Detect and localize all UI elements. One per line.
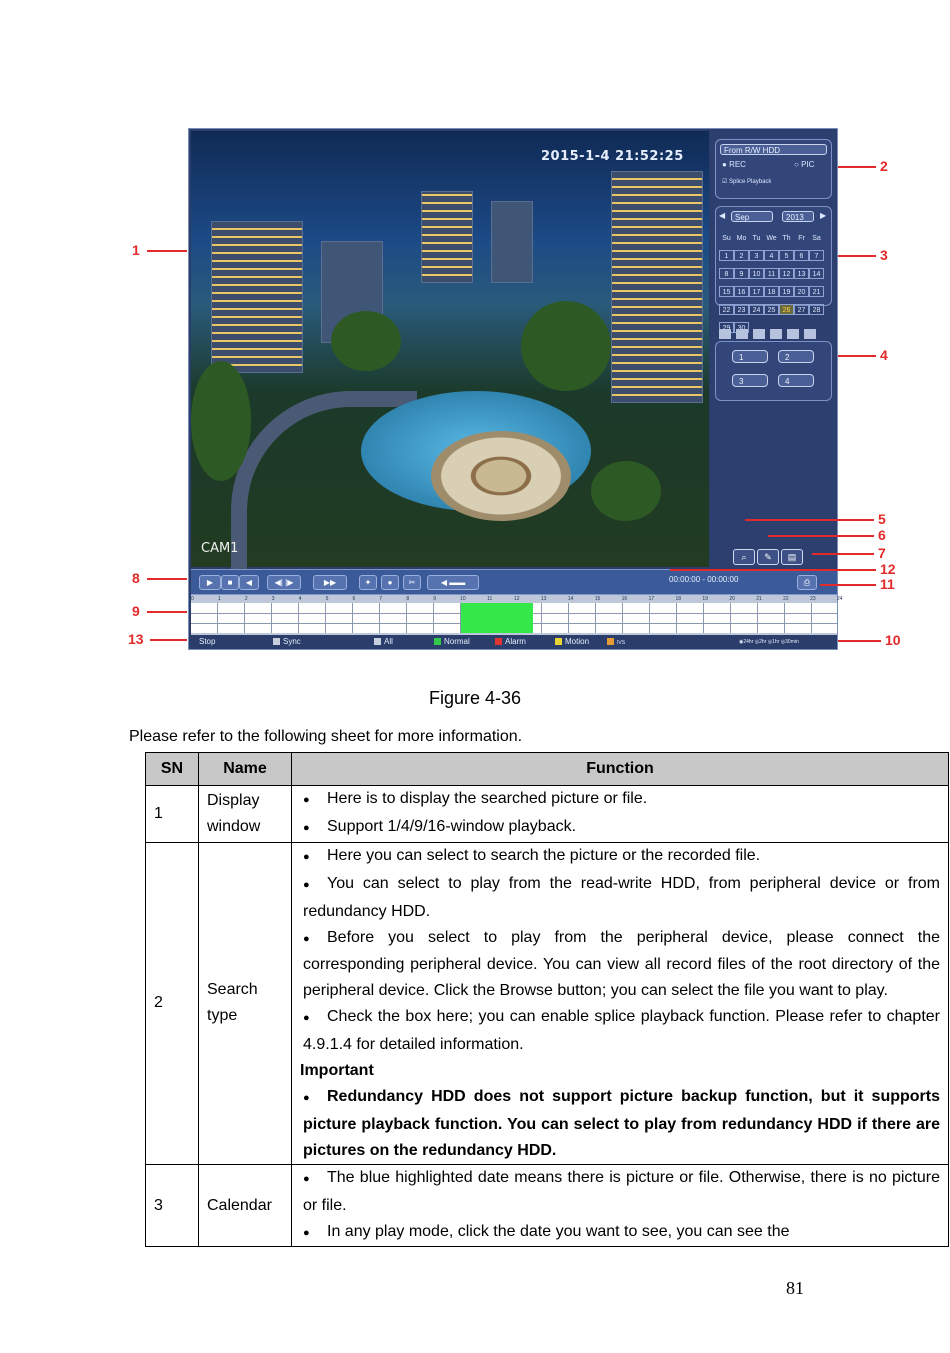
calendar-grid bbox=[719, 227, 831, 335]
callout-line bbox=[820, 584, 876, 586]
timeline-hour-label: 13 bbox=[540, 596, 547, 602]
calendar-day[interactable]: 17 bbox=[749, 286, 764, 297]
year-select[interactable]: 2013 bbox=[782, 211, 814, 222]
timeline-hour-label: 22 bbox=[783, 596, 789, 602]
time-zoom-options[interactable]: ◉24hr ◎2hr ◎1hr ◎30min bbox=[739, 639, 799, 645]
timeline-hour-label: 16 bbox=[621, 596, 628, 602]
search-type-panel bbox=[715, 139, 832, 199]
calendar-day[interactable]: 21 bbox=[809, 286, 824, 297]
play-button[interactable]: ▶ bbox=[199, 575, 221, 590]
callout-line bbox=[670, 569, 876, 571]
timeline-hour-label: 12 bbox=[514, 596, 520, 602]
bullet-icon: ● bbox=[303, 932, 310, 945]
all-checkbox-icon bbox=[374, 638, 381, 645]
weekday-label: Th bbox=[782, 235, 791, 242]
timeline-hour-label: 23 bbox=[810, 596, 816, 602]
window-1-icon[interactable] bbox=[719, 329, 731, 339]
bullet-text: Support 1/4/9/16-window playback. bbox=[327, 817, 577, 835]
calendar-day[interactable]: 7 bbox=[809, 250, 824, 261]
callout-3: 3 bbox=[880, 247, 888, 263]
calendar-day[interactable]: 19 bbox=[779, 286, 794, 297]
callout-10: 10 bbox=[885, 632, 901, 648]
stop-status: Stop bbox=[199, 637, 216, 646]
bullet-text: Check the box here; you can enable splice playback function. Please refer to chapter 4.9.1.4 for detailed information. bbox=[303, 1008, 940, 1054]
timeline-hour-label: 11 bbox=[487, 596, 493, 602]
tree bbox=[521, 301, 611, 391]
alarm-filter[interactable] bbox=[495, 635, 526, 649]
rec-radio[interactable]: ● REC bbox=[722, 160, 746, 169]
timeline-hour-label: 7 bbox=[379, 596, 383, 602]
calendar-day[interactable]: 26 bbox=[779, 304, 794, 315]
calendar-panel bbox=[715, 206, 832, 314]
speed-button[interactable]: ▶▶ bbox=[313, 575, 347, 590]
callout-line bbox=[812, 553, 874, 555]
calendar-day[interactable]: 9 bbox=[734, 268, 749, 279]
callout-11: 11 bbox=[880, 576, 895, 592]
timeline-hour-label: 19 bbox=[702, 596, 708, 602]
all-filter[interactable] bbox=[374, 635, 393, 649]
tree bbox=[591, 461, 661, 521]
timeline-hour-label: 0 bbox=[191, 596, 194, 602]
calendar-day[interactable]: 28 bbox=[809, 304, 824, 315]
calendar-day[interactable]: 24 bbox=[749, 304, 764, 315]
calendar-day[interactable]: 11 bbox=[764, 268, 779, 279]
sync-label: Sync bbox=[283, 637, 301, 646]
channel-select-3[interactable]: 3 bbox=[732, 374, 768, 387]
table-header-row bbox=[146, 753, 949, 786]
plaza bbox=[431, 431, 571, 521]
row-sn: 3 bbox=[146, 1164, 199, 1247]
motion-checkbox-icon bbox=[555, 638, 562, 645]
figure-caption: Figure 4-36 bbox=[428, 688, 522, 708]
timeline-hour-label: 9 bbox=[433, 596, 437, 602]
time-range[interactable] bbox=[669, 575, 738, 584]
smart-search-button[interactable]: ✦ bbox=[359, 575, 377, 590]
calendar-day[interactable]: 16 bbox=[734, 286, 749, 297]
motion-filter[interactable] bbox=[555, 635, 589, 649]
row-function bbox=[292, 786, 949, 843]
calendar-day[interactable]: 6 bbox=[794, 250, 809, 261]
timeline-hour-label: 4 bbox=[298, 596, 302, 602]
display-window bbox=[191, 131, 709, 567]
bullet-icon: ● bbox=[303, 794, 310, 806]
search-button[interactable]: ⌕ bbox=[733, 549, 755, 565]
bullet-icon: ● bbox=[303, 821, 310, 834]
bullet-icon: ● bbox=[303, 1226, 310, 1239]
bullet-item bbox=[303, 1004, 940, 1058]
bullet-text: Here you can select to search the picture or the recorded file. bbox=[327, 846, 761, 864]
splice-label: Splice Playback bbox=[729, 179, 772, 185]
sync-checkbox-icon bbox=[273, 638, 280, 645]
calendar-day[interactable]: 15 bbox=[719, 286, 734, 297]
timeline-hour-label: 8 bbox=[406, 596, 410, 602]
callout-line bbox=[147, 250, 187, 252]
bullet-icon: ● bbox=[303, 1172, 310, 1185]
tag-button[interactable]: ✎ bbox=[757, 549, 779, 565]
timeline-hour-label: 14 bbox=[567, 596, 574, 602]
bullet-item bbox=[303, 1219, 940, 1247]
row-sn: 2 bbox=[146, 842, 199, 1164]
bullet-icon: ● bbox=[303, 1012, 310, 1025]
calendar-day[interactable]: 4 bbox=[764, 250, 779, 261]
timeline-hour-label: 6 bbox=[352, 596, 356, 602]
playback-control-bar bbox=[191, 569, 837, 595]
callout-line bbox=[838, 166, 876, 168]
callout-5: 5 bbox=[878, 511, 886, 527]
frame-step-button[interactable]: ◀| |▶ bbox=[267, 575, 301, 590]
callout-2: 2 bbox=[880, 158, 888, 174]
bullet-item bbox=[303, 786, 940, 814]
end-time: 00:00:00 bbox=[707, 575, 739, 584]
callout-line bbox=[150, 639, 187, 641]
stop-button[interactable]: ■ bbox=[221, 575, 239, 590]
weekday-label: Tu bbox=[752, 235, 761, 242]
calendar-day[interactable]: 2 bbox=[734, 250, 749, 261]
calendar-day[interactable]: 8 bbox=[719, 268, 734, 279]
file-list-button[interactable]: ▤ bbox=[781, 549, 803, 565]
splice-checkbox[interactable]: ☑ Splice Playback bbox=[722, 179, 772, 185]
building bbox=[211, 221, 303, 373]
alarm-label: Alarm bbox=[505, 637, 526, 646]
weekday-label: Sa bbox=[812, 235, 821, 242]
bullet-icon: ● bbox=[303, 878, 310, 891]
bullet-item bbox=[303, 925, 940, 1005]
clip-button[interactable]: ✂ bbox=[403, 575, 421, 590]
ivs-checkbox-icon bbox=[607, 638, 614, 645]
calendar-day[interactable]: 3 bbox=[749, 250, 764, 261]
timeline-hour-label: 17 bbox=[648, 596, 655, 602]
zoom-24hr[interactable]: 24hr bbox=[743, 639, 754, 645]
volume-slider[interactable]: ◀ ▬▬ bbox=[427, 575, 479, 590]
prev-month-icon[interactable]: ◀ bbox=[719, 211, 726, 220]
source-select[interactable]: From R/W HDD bbox=[720, 144, 827, 155]
weekday-label: Mo bbox=[736, 235, 747, 242]
playback-sidebar bbox=[711, 131, 836, 567]
osd-camera-label: CAM1 bbox=[201, 541, 239, 556]
bullet-item bbox=[303, 1165, 940, 1219]
channel-select-1[interactable]: 1 bbox=[732, 350, 768, 363]
important-label: Important bbox=[300, 1062, 374, 1080]
ivs-filter[interactable] bbox=[607, 635, 625, 650]
time-bar[interactable] bbox=[191, 595, 843, 635]
calendar-day[interactable]: 12 bbox=[779, 268, 794, 279]
row-name bbox=[199, 842, 292, 1164]
callout-line bbox=[147, 611, 187, 613]
calendar-day[interactable]: 13 bbox=[794, 268, 809, 279]
timeline-hour-label: 1 bbox=[217, 596, 221, 602]
table-row bbox=[146, 1164, 949, 1247]
callout-6: 6 bbox=[878, 527, 886, 543]
channel-select-2[interactable]: 2 bbox=[778, 350, 814, 363]
all-label: All bbox=[384, 637, 393, 646]
calendar-day[interactable]: 22 bbox=[719, 304, 734, 315]
zoom-2hr[interactable]: 2hr bbox=[759, 639, 767, 645]
backup-button[interactable]: ⎙ bbox=[797, 575, 817, 590]
alarm-checkbox-icon bbox=[495, 638, 502, 645]
bullet-text: Before you select to play from the peripheral device, please connect the corresponding peripheral device. You can view all record files of the root directory of the peripheral device. Click the Browse button; you can select the file you want to play. bbox=[303, 928, 940, 1000]
timeline-hour-label: 15 bbox=[594, 596, 601, 602]
window-9-icon[interactable] bbox=[753, 329, 765, 339]
backward-button[interactable]: ◀ bbox=[239, 575, 259, 590]
zoom-30min[interactable]: 30min bbox=[785, 639, 799, 645]
delete-icon[interactable] bbox=[804, 329, 816, 339]
important-note bbox=[303, 1084, 940, 1164]
window-4-icon[interactable] bbox=[736, 329, 748, 339]
building bbox=[611, 171, 703, 403]
pic-label: PIC bbox=[801, 160, 815, 169]
timeline-hour-label: 21 bbox=[756, 596, 762, 602]
rec-label: REC bbox=[729, 160, 746, 169]
calendar-day[interactable]: 23 bbox=[734, 304, 749, 315]
calendar-day[interactable]: 5 bbox=[779, 250, 794, 261]
table-row bbox=[146, 786, 949, 843]
building bbox=[491, 201, 533, 283]
bullet-text: You can select to play from the read-write HDD, from peripheral device or from redundancy HDD. bbox=[303, 874, 940, 920]
calendar-day[interactable]: 20 bbox=[794, 286, 809, 297]
bullet-item bbox=[303, 871, 940, 925]
timeline-hour-label: 20 bbox=[729, 596, 735, 602]
normal-checkbox-icon bbox=[434, 638, 441, 645]
intro-text: Please refer to the following sheet for more information. bbox=[129, 728, 523, 745]
bullet-item bbox=[303, 843, 940, 871]
calendar-day[interactable]: 10 bbox=[749, 268, 764, 279]
zoom-1hr[interactable]: 1hr bbox=[772, 639, 780, 645]
timeline-hour-label: 5 bbox=[325, 596, 329, 602]
start-time: 00:00:00 bbox=[669, 575, 701, 584]
timeline-hour-label: 18 bbox=[675, 596, 682, 602]
playback-screenshot bbox=[188, 128, 843, 650]
sync-toggle[interactable] bbox=[273, 635, 301, 649]
calendar-day[interactable]: 27 bbox=[794, 304, 809, 315]
window-channel-panel bbox=[715, 341, 832, 401]
channel-select-4[interactable]: 4 bbox=[778, 374, 814, 387]
bullet-item bbox=[303, 814, 940, 842]
calendar-day[interactable]: 18 bbox=[764, 286, 779, 297]
callout-line bbox=[768, 535, 874, 537]
timeline-hour-label: 2 bbox=[244, 596, 248, 602]
name-line: Display bbox=[207, 792, 260, 809]
callout-line bbox=[838, 355, 876, 357]
calendar-day[interactable]: 14 bbox=[809, 268, 824, 279]
weekday-label: Fr bbox=[798, 235, 805, 242]
motion-label: Motion bbox=[565, 637, 590, 646]
ivs-label: IVS bbox=[617, 640, 626, 646]
record-segment bbox=[461, 603, 533, 633]
callout-line bbox=[838, 255, 876, 257]
bullet-text: Here is to display the searched picture or file. bbox=[327, 790, 648, 807]
function-table bbox=[145, 752, 949, 1247]
row-name bbox=[199, 786, 292, 843]
callout-13: 13 bbox=[128, 631, 144, 647]
header-name: Name bbox=[199, 753, 292, 786]
month-select[interactable]: Sep bbox=[731, 211, 773, 222]
pic-radio[interactable]: ○ PIC bbox=[794, 160, 815, 169]
tree bbox=[191, 361, 251, 481]
status-bar bbox=[191, 635, 837, 649]
calendar-day[interactable]: 1 bbox=[719, 250, 734, 261]
callout-7: 7 bbox=[878, 545, 886, 561]
osd-datetime: 2015-1-4 21:52:25 bbox=[541, 149, 684, 164]
header-sn: SN bbox=[146, 753, 199, 786]
building bbox=[421, 191, 473, 283]
weekday-label: Su bbox=[722, 235, 731, 242]
row-function bbox=[292, 1164, 949, 1247]
callout-12: 12 bbox=[880, 561, 896, 577]
timeline-hour-label: 10 bbox=[460, 596, 466, 602]
row-name: Calendar bbox=[199, 1164, 292, 1247]
callout-4: 4 bbox=[880, 347, 888, 363]
weekday-label: We bbox=[766, 235, 777, 242]
bullet-text: The blue highlighted date means there is picture or file. Otherwise, there is no picture or file. bbox=[303, 1168, 940, 1214]
callout-8: 8 bbox=[132, 570, 140, 586]
callout-9: 9 bbox=[132, 603, 140, 619]
normal-label: Normal bbox=[444, 637, 470, 646]
snapshot-button[interactable]: ● bbox=[381, 575, 399, 590]
row-function bbox=[292, 842, 949, 1164]
important-text: Redundancy HDD does not support picture backup function, but it supports picture playback function. You can select to play from redundancy HDD if there are pictures on the redundancy HDD. bbox=[303, 1087, 940, 1159]
callout-line bbox=[745, 519, 874, 521]
name-line: window bbox=[207, 817, 261, 835]
callout-1: 1 bbox=[132, 242, 140, 258]
row-sn: 1 bbox=[146, 786, 199, 843]
next-month-icon[interactable]: ▶ bbox=[820, 211, 827, 220]
callout-line bbox=[838, 640, 881, 642]
bullet-icon: ● bbox=[303, 1091, 310, 1104]
name-line: type bbox=[207, 1007, 238, 1025]
table-row bbox=[146, 842, 949, 1164]
timeline-hour-label: 3 bbox=[271, 596, 275, 602]
bullet-text: In any play mode, click the date you want to see, you can see the bbox=[327, 1222, 790, 1240]
callout-line bbox=[147, 578, 187, 580]
page-number: 81 bbox=[786, 1278, 804, 1298]
timeline-hour-label: 24 bbox=[837, 596, 843, 602]
window-16-icon[interactable] bbox=[770, 329, 782, 339]
calendar-day[interactable]: 25 bbox=[764, 304, 779, 315]
time-separator: - bbox=[702, 575, 706, 584]
name-line: Search bbox=[207, 981, 258, 999]
normal-filter[interactable] bbox=[434, 635, 470, 649]
tree bbox=[331, 311, 401, 371]
header-function: Function bbox=[292, 753, 949, 786]
edit-icon[interactable] bbox=[787, 329, 799, 339]
bullet-icon: ● bbox=[303, 850, 310, 863]
